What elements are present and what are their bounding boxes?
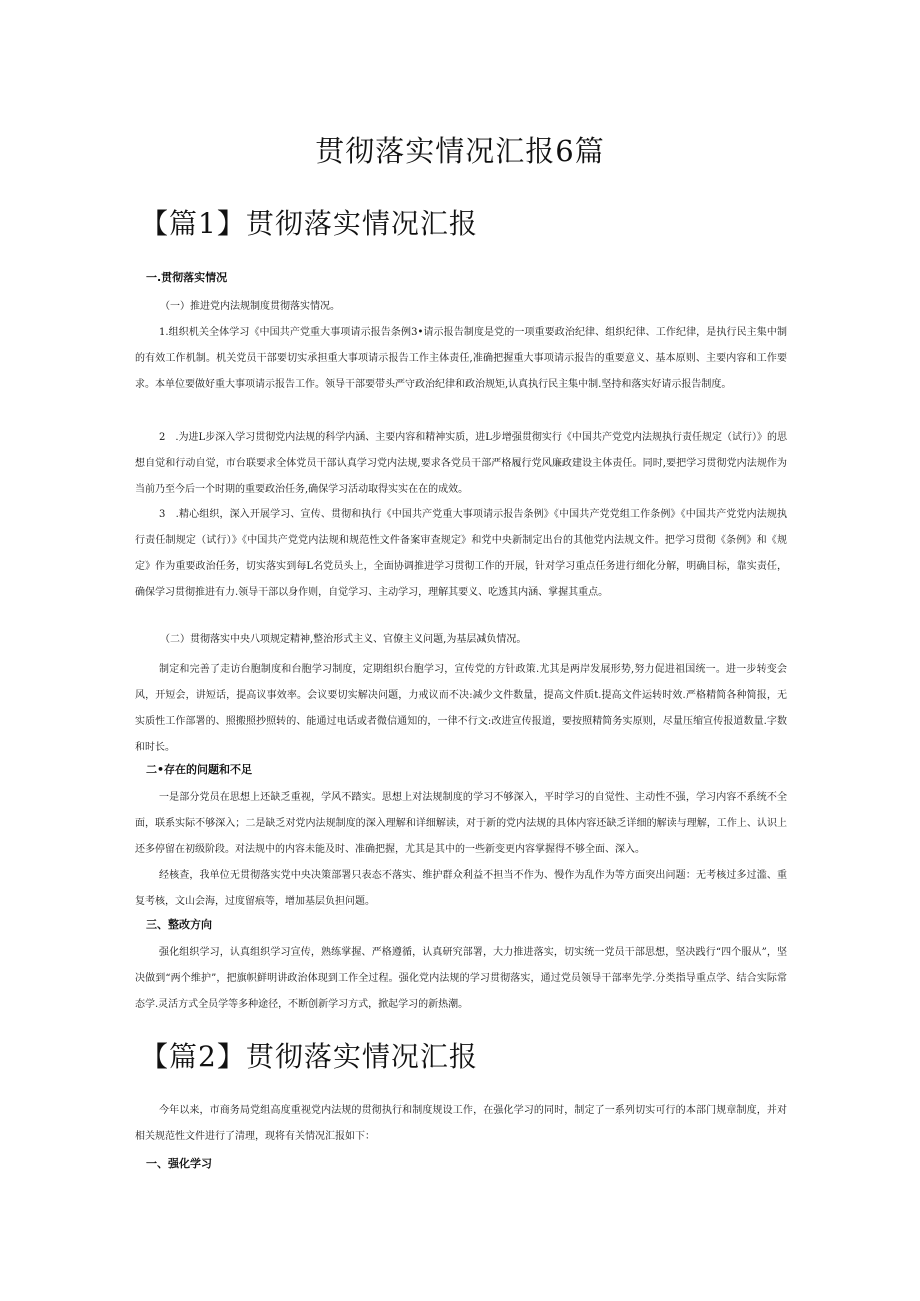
article-1-paragraph-7: 强化组织学习，认真组织学习宣传，熟练掌握、严格遵循，认真研究部署，大力推进落实，切实统一党员干部思想，坚决践行“四个服从”，坚决做到“两个维护”，把旗帜鲜明讲政治体现到工作全过程。强化党内法规的学习贯彻落实，通过党员领导干部率先学.分类指导重点学、结合实际常态学.灵活方式全员学等多种途径，不断创新学习方式，掀起学习的新热潮。 xyxy=(135,947,787,1010)
article-1-paragraph-6: 经核查，我单位无贯彻落实党中央决策部署只表态不落实、维护群众利益不担当不作为、慢作为乱作为等方面突出问题：无考核过多过滥、重复考核，文山会海，过度留痕等，增加基层负担问题。 xyxy=(135,870,787,907)
document-title: 贯彻落实情况汇报6篇 xyxy=(315,134,605,168)
article-2-section-1-heading: 一、强化学习 xyxy=(146,1157,212,1170)
article-1-paragraph-3: 3 .精心组织，深入开展学习、宣传、贯彻和执行《中国共产党重大事项请示报告条例》《中国共产党党组工作条例》《中国共产党党内法规执行责任制规定（试行）》《中国共产党党内法规和规范性文件备案审查规定》和党中央新制定出台的其他党内法规文件。把学习贯彻《条例》和《规定》作为重要政治任务，切实落实到每L名党员头上，全面协调推进学习贯彻工作的开展，针对学习重点任务进行细化分解，明确目标，靠实责任，确保学习贯彻推进有力.领导干部以身作则，自觉学习、主动学习，理解其要义、吃透其内涵、掌握其重点。 xyxy=(135,509,787,598)
article-1-paragraph-5: 一是部分党员在思想上还缺乏重视，学风不踏实。思想上对法规制度的学习不够深入，平时学习的自觉性、主动性不强，学习内容不系统不全面，联系实际不够深入；二是缺乏对党内法规制度的深入理解和详细解读，对于新的党内法规的具体内容还缺乏详细的解读与理解，工作上、认识上还多停留在初级阶段。对法规中的内容未能及时、准确把握，尤其是其中的一些新变更内容掌握得不够全面、深入。 xyxy=(135,792,787,855)
article-2-heading: 【篇2】贯彻落实情况汇报 xyxy=(140,1040,478,1073)
article-2-paragraph-1: 今年以来，市商务局党组高度重视党内法规的贯彻执行和制度规设工作，在强化学习的同时，制定了一系列切实可行的本部门规章制度，并对相关规范性文件进行了清理，现将有关情况汇报如下： xyxy=(135,1105,787,1142)
article-1-heading: 【篇1】贯彻落实情况汇报 xyxy=(140,207,478,240)
article-1-paragraph-4: 制定和完善了走访台胞制度和台胞学习制度，定期组织台胞学习，宣传党的方针政策.尤其是两岸发展形势,努力促进祖国统一。进一步转变会风，开短会，讲短话，提高议事效率。会议要切实解决问题，力戒议而不决:减少文件数量，提高文件质t.提高文件运转时效.严格精简各种简报，无实质性工作部署的、照搬照抄照转的、能通过电话或者微信通知的，一律不行文:改进宣传报道，要按照精简务实原则，尽量压缩宣传报道数量.字数和时长。 xyxy=(135,664,787,753)
article-1-section-1-heading: 一.贯彻落实情况 xyxy=(146,271,228,284)
article-1-subsection-2: （二）贯彻落实中央八项规定精神,整治形式主义、官僚主义问题,为基层减负情况。 xyxy=(160,634,527,645)
article-1-subsection-1: （一）推进党内法规制度贯彻落实情况。 xyxy=(160,301,340,312)
article-1-paragraph-2: 2 .为进L步深入学习贯彻党内法规的科学内涵、主要内容和精神实质，进L步增强贯彻实行《中国共产党党内法规执行责任规定（试行）》的思想自觉和行动自觉，市台联要求全体党员干部认真学习党内法规,要求各党员干部严格履行党风廉政建设主体责任。同时,要把学习贯彻党内法规作为当前乃至今后一个时期的重要政治任务,确保学习活动取得实实在在的成效。 xyxy=(135,432,787,495)
article-1-paragraph-1: 1.组织机关全体学习《中国共产党重大事项请示报告条例3•请示报告制度是党的一项重要政治纪律、组织纪律、工作纪律，是执行民主集中制的有效工作机制。机关党员干部要切实承担重大事项请示报告工作主体责任,准确把握重大事项请示报告的重要意义、基本原则、主要内容和工作要求。本单位要做好重大事项请示报告工作。领导干部要带头严守政治纪律和政治规矩,认真执行民主集中制.坚持和落实好请示报告制度。 xyxy=(135,327,787,390)
article-1-section-2-heading: 二•存在的问题和不足 xyxy=(146,763,253,776)
article-1-section-3-heading: 三、整改方向 xyxy=(146,918,212,931)
